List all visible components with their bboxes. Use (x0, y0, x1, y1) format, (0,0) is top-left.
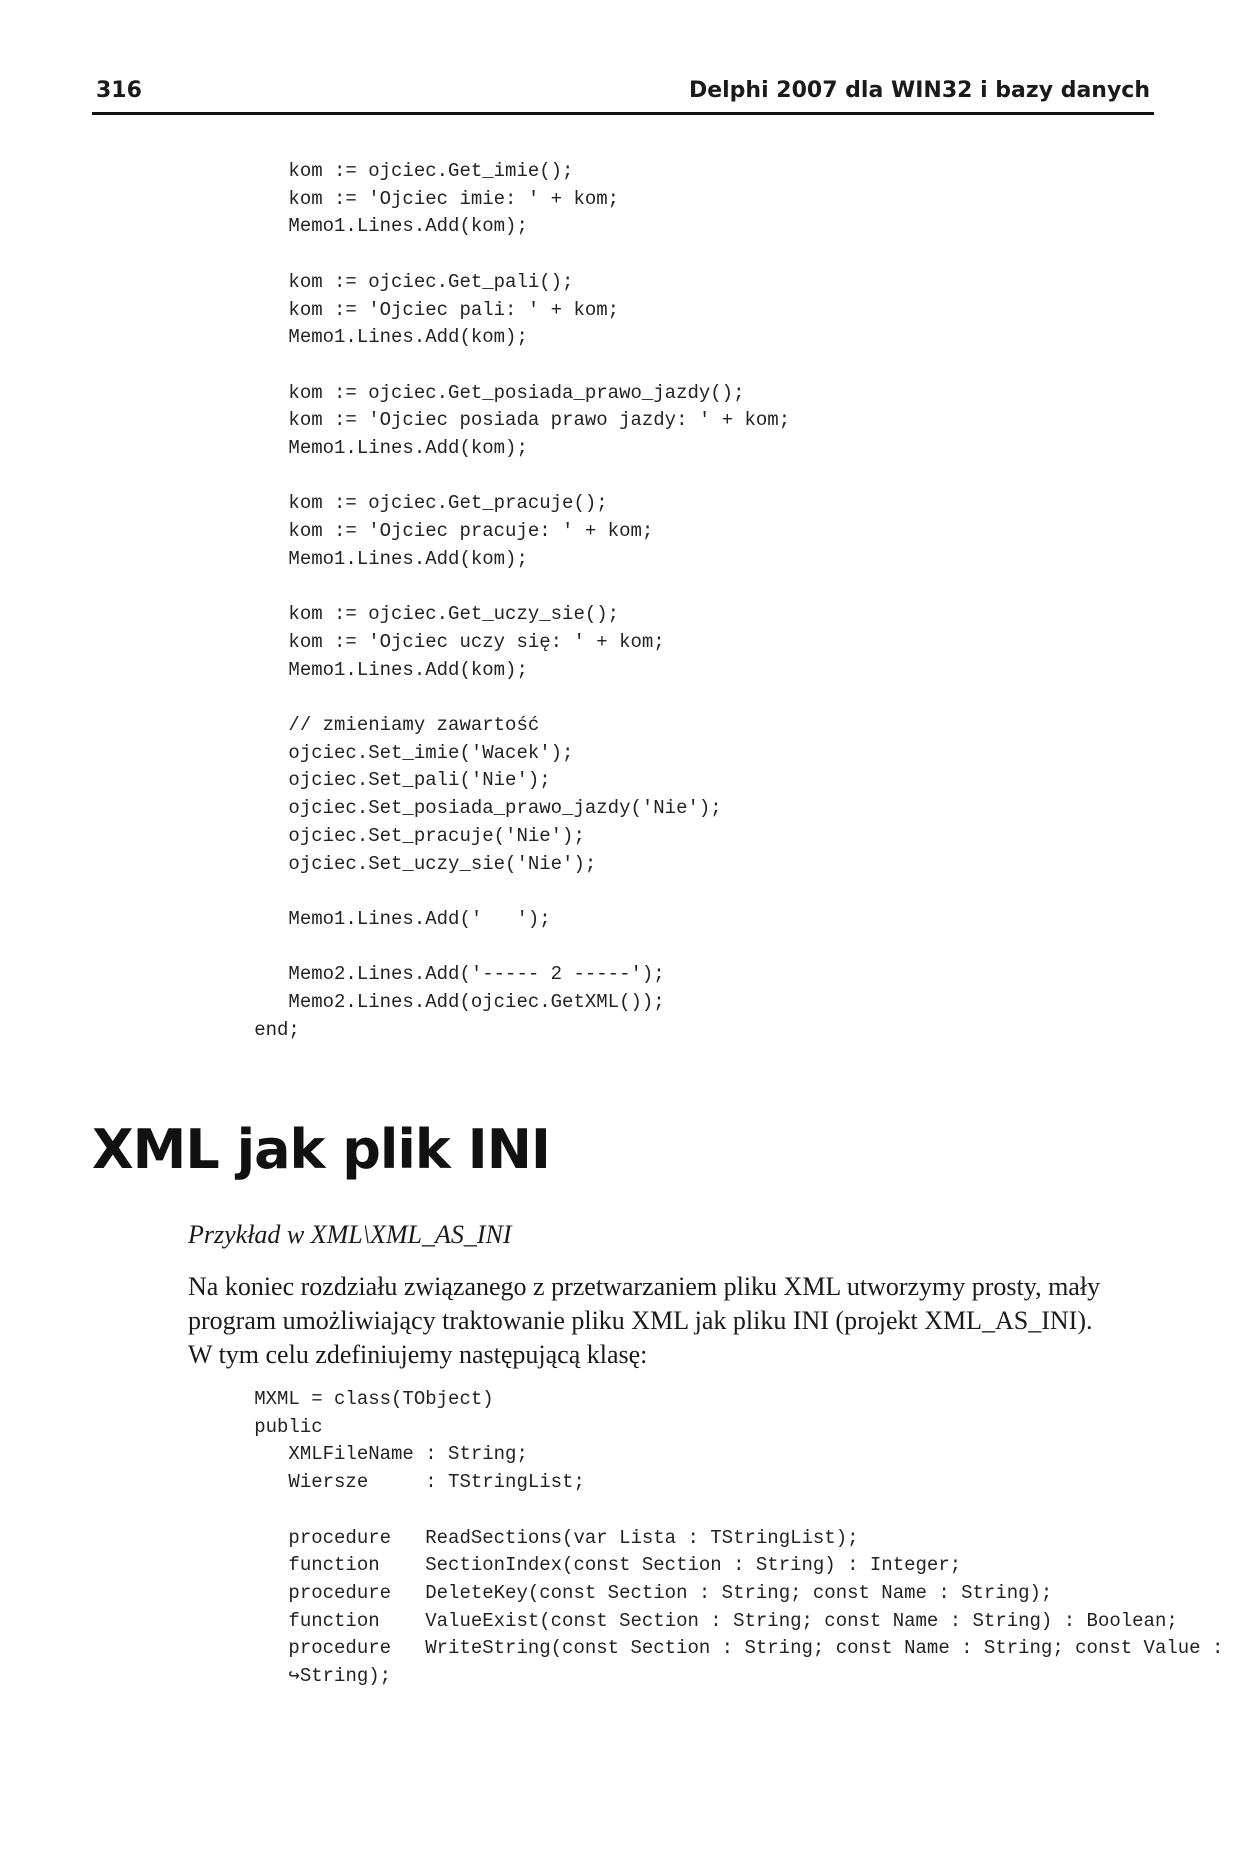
section-title: XML jak plik INI (92, 1118, 551, 1181)
code-listing-2: MXML = class(TObject) public XMLFileName : String; Wiersze : TStringList; procedure ReadSections(var Lista : TStringList); function SectionIndex(const Section : String) : Integer; procedure DeleteKey(const Section : String; const Name : String); function ValueExist(const Section : String; const Name : String) : Boolean; procedure WriteString(const Section : String; const Name : String; const Value : ↪String); (254, 1388, 1224, 1688)
page-number: 316 (96, 78, 142, 103)
body-paragraph (188, 1270, 1158, 1372)
page-header (92, 72, 1154, 115)
paragraph-line: Na koniec rozdziału związanego z przetwarzaniem pliku XML utworzymy prosty, mały (188, 1272, 1101, 1301)
code-listing-1: kom := ojciec.Get_imie(); kom := 'Ojciec imie: ' + kom; Memo1.Lines.Add(kom); kom := ojciec.Get_pali(); kom := 'Ojciec pali: ' + kom; Memo1.Lines.Add(kom); kom := ojciec.Get_posiada_prawo_jazdy(); kom := 'Ojciec posiada prawo jazdy: ' + kom; Memo1.Lines.Add(kom); kom := ojciec.Get_pracuje(); kom := 'Ojciec pracuje: ' + kom; Memo1.Lines.Add(kom); kom := ojciec.Get_uczy_sie(); kom := 'Ojciec uczy się: ' + kom; Memo1.Lines.Add(kom); // zmieniamy zawartość ojciec.Set_imie('Wacek'); ojciec.Set_pali('Nie'); ojciec.Set_posiada_prawo_jazdy('Nie'); ojciec.Set_pracuje('Nie'); ojciec.Set_uczy_sie('Nie'); Memo1.Lines.Add(' '); Memo2.Lines.Add('----- 2 -----'); Memo2.Lines.Add(ojciec.GetXML()); end; (254, 160, 791, 1041)
paragraph-line: W tym celu zdefiniujemy następującą klasę: (188, 1340, 648, 1369)
paragraph-line: program umożliwiający traktowanie pliku XML jak pliku INI (projekt XML_AS_INI). (188, 1306, 1093, 1335)
example-caption: Przykład w XML\XML_AS_INI (188, 1220, 512, 1249)
running-title: Delphi 2007 dla WIN32 i bazy danych (688, 78, 1150, 103)
